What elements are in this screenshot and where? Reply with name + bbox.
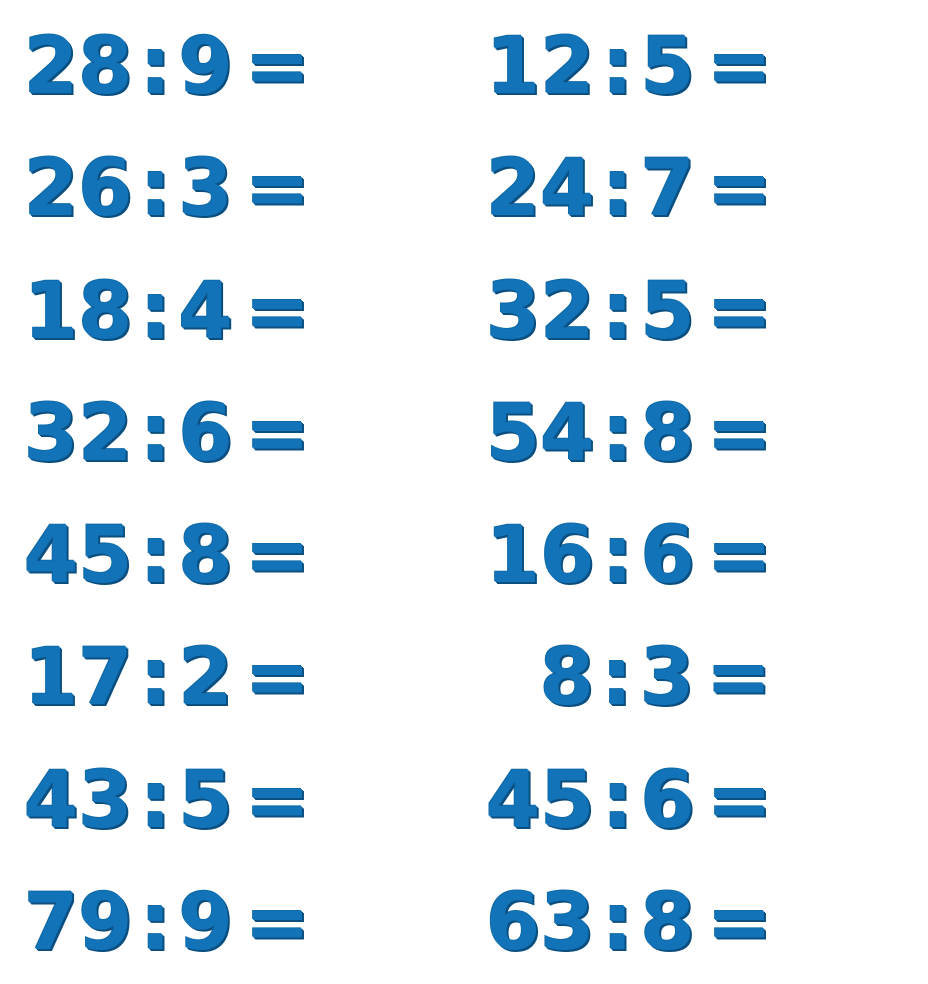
problem-row (0, 862, 928, 984)
problem-cell-left (0, 877, 466, 968)
dividend: 63 (486, 877, 595, 968)
equals-sign: = (244, 633, 311, 724)
division-problem (486, 633, 772, 724)
divisor: 3 (640, 633, 695, 724)
divisor: 9 (178, 22, 233, 113)
division-problem (24, 388, 311, 479)
equals-sign: = (706, 877, 773, 968)
division-problem (486, 877, 773, 968)
dividend: 43 (24, 755, 133, 846)
problem-cell-right (466, 633, 928, 724)
dividend: 28 (24, 22, 133, 113)
dividend: 32 (24, 388, 133, 479)
division-operator: : (601, 144, 634, 235)
problem-cell-left (0, 388, 466, 479)
divisor: 5 (640, 266, 695, 357)
division-operator: : (601, 755, 634, 846)
divisor: 6 (640, 511, 695, 602)
equals-sign: = (244, 266, 311, 357)
problem-row (0, 128, 928, 250)
division-problem (486, 755, 773, 846)
division-problem (24, 755, 311, 846)
problem-row (0, 740, 928, 862)
division-operator: : (601, 633, 633, 724)
divisor: 7 (640, 144, 695, 235)
division-operator: : (139, 633, 172, 724)
division-operator: : (139, 144, 172, 235)
problem-row (0, 6, 928, 128)
division-problem (24, 511, 311, 602)
dividend: 54 (486, 388, 595, 479)
problem-cell-right (466, 266, 928, 357)
division-operator: : (139, 388, 172, 479)
problem-cell-left (0, 755, 466, 846)
equals-sign: = (706, 22, 773, 113)
equals-sign: = (244, 755, 311, 846)
equals-sign: = (706, 388, 773, 479)
equals-sign: = (706, 266, 773, 357)
division-operator: : (139, 877, 172, 968)
equals-sign: = (244, 877, 311, 968)
division-operator: : (601, 388, 634, 479)
division-operator: : (601, 511, 634, 602)
division-operator: : (601, 22, 634, 113)
equals-sign: = (706, 755, 773, 846)
divisor: 5 (640, 22, 695, 113)
problem-row (0, 373, 928, 495)
division-problem (486, 22, 773, 113)
dividend: 8 (539, 633, 594, 724)
equals-sign: = (706, 633, 772, 724)
dividend: 16 (486, 511, 595, 602)
problem-cell-left (0, 266, 466, 357)
problem-cell-right (466, 144, 928, 235)
division-operator: : (139, 266, 172, 357)
division-problem (24, 633, 311, 724)
division-problem (24, 266, 311, 357)
division-problem (486, 266, 773, 357)
dividend: 17 (24, 633, 133, 724)
equals-sign: = (706, 144, 773, 235)
problem-cell-left (0, 22, 466, 113)
divisor: 9 (178, 877, 233, 968)
problem-row (0, 251, 928, 373)
dividend: 79 (24, 877, 133, 968)
dividend: 32 (486, 266, 595, 357)
dividend: 18 (24, 266, 133, 357)
dividend: 45 (486, 755, 595, 846)
dividend: 45 (24, 511, 133, 602)
division-problem (24, 877, 311, 968)
divisor: 2 (178, 633, 233, 724)
equals-sign: = (706, 511, 773, 602)
equals-sign: = (244, 511, 311, 602)
divisor: 6 (178, 388, 233, 479)
division-problem (486, 511, 773, 602)
problem-cell-left (0, 633, 466, 724)
divisor: 6 (640, 755, 695, 846)
problem-cell-left (0, 144, 466, 235)
equals-sign: = (244, 144, 311, 235)
division-operator: : (139, 22, 172, 113)
problem-cell-right (466, 877, 928, 968)
problem-cell-right (466, 511, 928, 602)
equals-sign: = (244, 22, 311, 113)
division-problem (24, 22, 311, 113)
division-operator: : (601, 877, 634, 968)
divisor: 8 (640, 388, 695, 479)
problem-cell-left (0, 511, 466, 602)
division-problem (486, 388, 773, 479)
division-operator: : (139, 511, 172, 602)
problem-row (0, 495, 928, 617)
divisor: 5 (178, 755, 233, 846)
dividend: 26 (24, 144, 133, 235)
problem-row (0, 617, 928, 739)
dividend: 24 (486, 144, 595, 235)
division-operator: : (139, 755, 172, 846)
divisor: 4 (178, 266, 233, 357)
divisor: 8 (640, 877, 695, 968)
divisor: 3 (178, 144, 233, 235)
division-problem (24, 144, 311, 235)
problem-cell-right (466, 388, 928, 479)
problem-cell-right (466, 22, 928, 113)
problem-cell-right (466, 755, 928, 846)
divisor: 8 (178, 511, 233, 602)
division-problem (486, 144, 773, 235)
division-operator: : (601, 266, 634, 357)
dividend: 12 (486, 22, 595, 113)
equals-sign: = (244, 388, 311, 479)
